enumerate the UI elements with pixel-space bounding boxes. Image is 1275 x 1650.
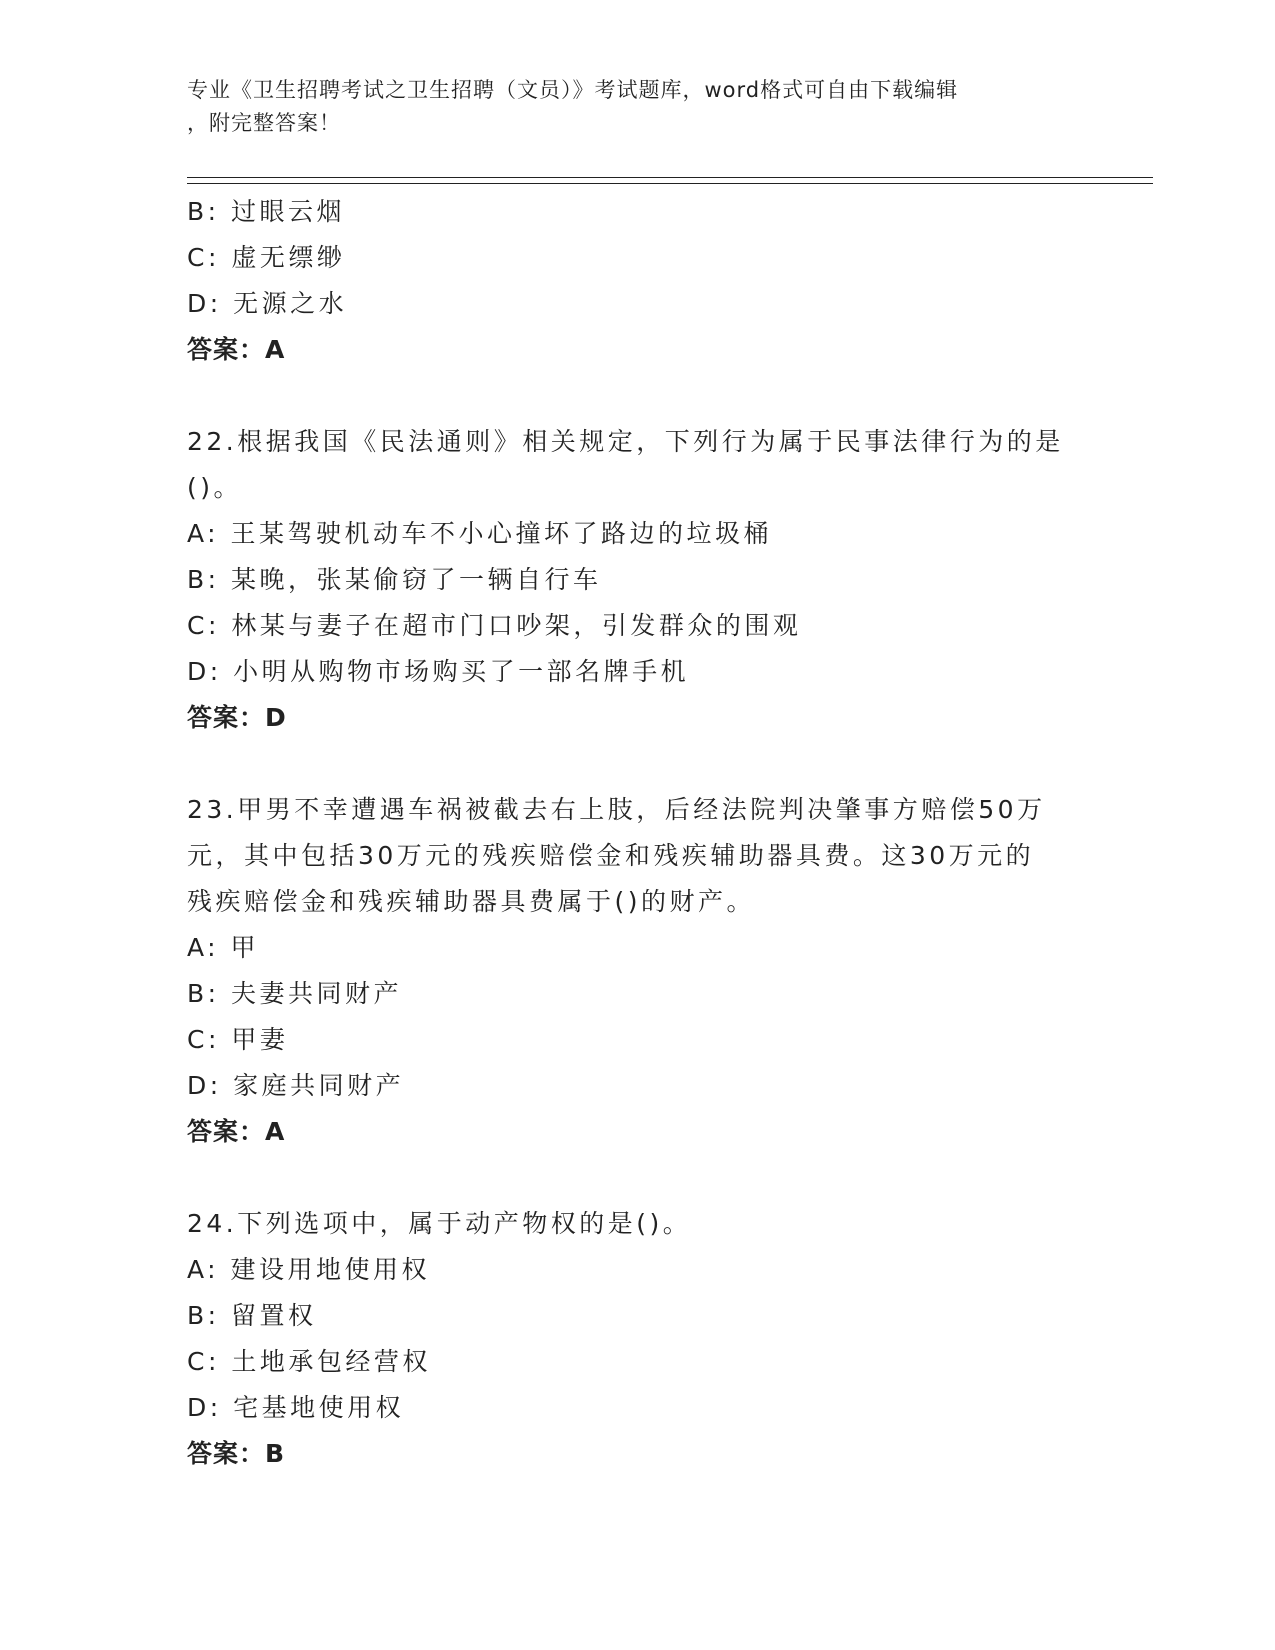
question-stem-line: 元，其中包括30万元的残疾赔偿金和残疾辅助器具费。这30万元的 — [187, 841, 1035, 870]
option-d: D: 小明从购物市场购买了一部名牌手机 — [187, 657, 690, 686]
option-a: A: 甲 — [187, 933, 260, 962]
question-24 — [187, 1201, 1087, 1477]
question-list — [187, 189, 1087, 1477]
option-b: B: 某晚，张某偷窃了一辆自行车 — [187, 565, 602, 594]
option-b: B: 留置权 — [187, 1301, 317, 1330]
question-stem-line: 24.下列选项中，属于动产物权的是()。 — [187, 1209, 692, 1238]
option-c: C: 林某与妻子在超市门口吵架，引发群众的围观 — [187, 611, 802, 640]
question-21 — [187, 189, 1087, 373]
header-line-1: 专业《卫生招聘考试之卫生招聘（文员）》考试题库，word格式可自由下载编辑 — [187, 78, 959, 102]
question-stem-line: ()。 — [187, 473, 243, 502]
answer-line: 答案：A — [187, 335, 286, 364]
answer-line: 答案：B — [187, 1439, 286, 1468]
answer-line: 答案：A — [187, 1117, 286, 1146]
question-23 — [187, 787, 1087, 1155]
spacer — [187, 1155, 1087, 1201]
header-line-2: ，附完整答案！ — [187, 111, 341, 135]
header-divider-top — [187, 177, 1153, 178]
option-c: C: 土地承包经营权 — [187, 1347, 431, 1376]
header-divider-bottom — [187, 183, 1153, 184]
question-stem-line: 23.甲男不幸遭遇车祸被截去右上肢，后经法院判决肇事方赔偿50万 — [187, 795, 1046, 824]
option-d: D: 无源之水 — [187, 289, 348, 318]
question-22 — [187, 419, 1087, 741]
option-d: D: 家庭共同财产 — [187, 1071, 405, 1100]
option-b: B: 过眼云烟 — [187, 197, 346, 226]
answer-line: 答案：D — [187, 703, 287, 732]
spacer — [187, 373, 1087, 419]
option-c: C: 甲妻 — [187, 1025, 289, 1054]
option-a: A: 王某驾驶机动车不小心撞坏了路边的垃圾桶 — [187, 519, 773, 548]
option-a: A: 建设用地使用权 — [187, 1255, 431, 1284]
option-c: C: 虚无缥缈 — [187, 243, 346, 272]
document-header — [187, 74, 1067, 140]
question-stem-line: 22.根据我国《民法通则》相关规定，下列行为属于民事法律行为的是 — [187, 427, 1064, 456]
option-b: B: 夫妻共同财产 — [187, 979, 403, 1008]
spacer — [187, 741, 1087, 787]
option-d: D: 宅基地使用权 — [187, 1393, 405, 1422]
question-stem-line: 残疾赔偿金和残疾辅助器具费属于()的财产。 — [187, 887, 756, 916]
